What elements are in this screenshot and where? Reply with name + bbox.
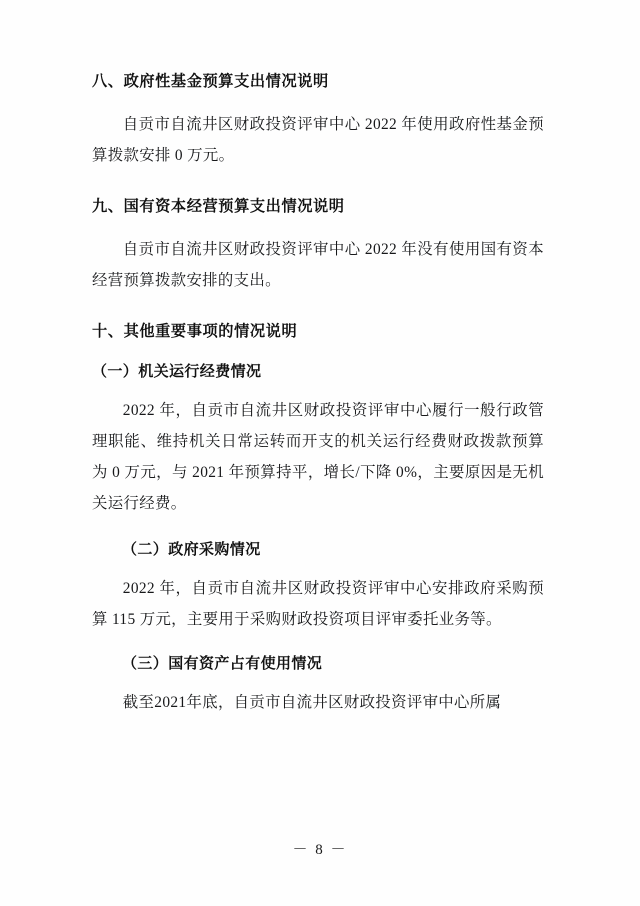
section-9-paragraph-1: 自贡市自流井区财政投资评审中心 2022 年没有使用国有资本经营预算拨款安排的支出。 (92, 240, 544, 289)
section-heading-9: 九、国有资本经营预算支出情况说明 (92, 197, 345, 216)
page-content (92, 70, 544, 737)
subsection-10-2-paragraph-1: 2022 年，自贡市自流井区财政投资评审中心安排政府采购预算 115 万元，主要用于采购财政投资项目评审委托业务等。 (92, 580, 544, 629)
subsection-heading-10-1: （一）机关运行经费情况 (92, 361, 262, 380)
subsection-10-1-paragraph-1: 2022 年，自贡市自流井区财政投资评审中心履行一般行政管理职能、维持机关日常运转而开支的机关运行经费财政拨款预算为 0 万元，与 2021 年预算持平，增长/下降 0%，主要原因是无机关运行经费。 (92, 401, 544, 513)
subsection-heading-10-3: （三）国有资产占有使用情况 (122, 654, 323, 673)
section-heading-8: 八、政府性基金预算支出情况说明 (92, 72, 329, 90)
section-8-paragraph-1: 自贡市自流井区财政投资评审中心 2022 年使用政府性基金预算拨款安排 0 万元。 (92, 115, 544, 164)
spacer (92, 637, 544, 651)
subsection-heading-10-2: （二）政府采购情况 (122, 540, 261, 559)
section-heading-10: 十、其他重要事项的情况说明 (92, 322, 298, 341)
subsection-10-3-paragraph-1: 截至2021年底，自贡市自流井区财政投资评审中心所属 (122, 694, 502, 712)
page-number: － 8 － (292, 842, 348, 858)
